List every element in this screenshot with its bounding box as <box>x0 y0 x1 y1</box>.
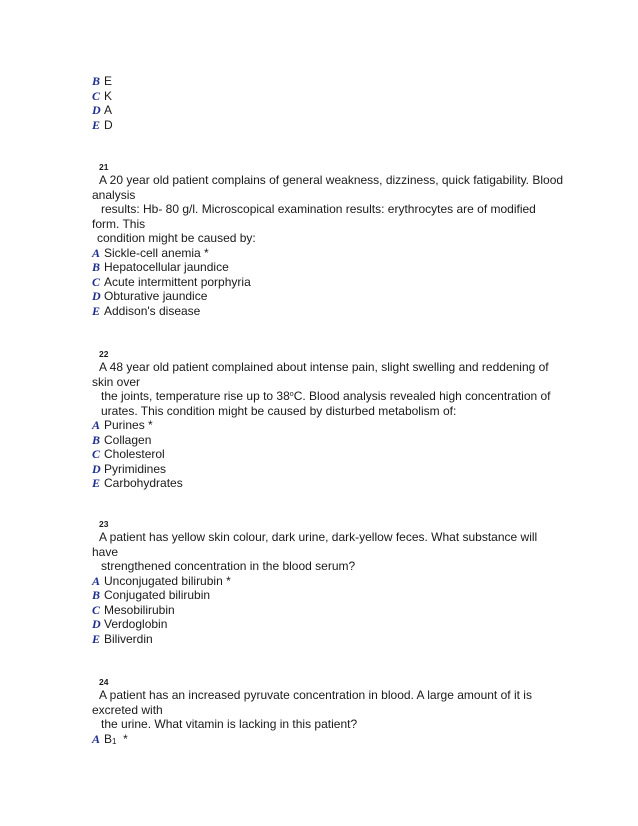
question-number: 23 <box>99 519 109 529</box>
question-text: A 48 year old patient complained about intense pain, slight swelling and reddening of <box>99 360 549 374</box>
option-text: K <box>104 88 113 103</box>
question-text: analysis <box>92 187 136 202</box>
option-letter: A <box>92 245 101 260</box>
option-letter: E <box>92 631 101 646</box>
option-text: Sickle-cell anemia * <box>104 245 209 260</box>
option-letter: D <box>92 103 101 117</box>
option-b <box>92 588 562 603</box>
question-23 <box>92 518 562 646</box>
option-a <box>92 574 562 589</box>
option-letter: D <box>92 289 101 303</box>
option-text: Pyrimidines <box>104 461 167 476</box>
option-letter: D <box>92 461 101 476</box>
option-text: Acute intermittent porphyria <box>104 274 251 289</box>
option-text: Hepatocellular jaundice <box>104 260 229 274</box>
option-letter: D <box>92 617 101 631</box>
question-text <box>92 389 562 404</box>
question-number: 22 <box>99 349 109 359</box>
correct-mark: * <box>123 731 128 746</box>
question-number: 21 <box>99 162 109 172</box>
question-24 <box>92 676 562 749</box>
question-number: 24 <box>99 677 109 687</box>
option-b <box>92 260 562 275</box>
option-letter: E <box>92 117 101 132</box>
question-text: A 20 year old patient complains of general weakness, dizziness, quick fatigability. Blood <box>99 173 564 187</box>
option-c <box>92 603 562 618</box>
option-a <box>92 246 562 261</box>
option-letter: C <box>92 602 101 617</box>
option-text: B <box>104 731 113 746</box>
option-text: Addison's disease <box>104 303 201 318</box>
question-text: A patient has an increased pyruvate concentration in blood. A large amount of it is <box>99 688 532 702</box>
question-text: results: Hb- 80 g/l. Microscopical examination results: erythrocytes are of modified <box>101 202 536 216</box>
option-text: Verdoglobin <box>104 617 168 631</box>
degree-superscript: o <box>289 391 294 398</box>
question-text: excreted with <box>92 702 163 717</box>
option-e <box>92 304 562 319</box>
option-d <box>92 617 562 632</box>
question-22 <box>92 348 562 491</box>
option-letter: B <box>92 74 101 88</box>
option-c <box>92 447 562 462</box>
option-e <box>92 632 562 647</box>
option-letter: A <box>92 573 101 588</box>
question-text: form. This <box>92 216 146 231</box>
question-text: the urine. What vitamin is lacking in this patient? <box>101 717 358 731</box>
option-b <box>92 74 562 89</box>
question-text: urates. This condition might be caused by disturbed metabolism of: <box>101 403 457 418</box>
question-21 <box>92 161 562 318</box>
option-text: E <box>104 74 113 88</box>
option-letter: A <box>92 418 101 432</box>
option-letter: B <box>92 588 101 602</box>
option-a <box>92 418 562 433</box>
option-d <box>92 103 562 118</box>
option-text: A <box>104 103 113 117</box>
option-text: D <box>104 117 113 132</box>
option-e <box>92 476 562 491</box>
option-text: Biliverdin <box>104 631 153 646</box>
option-text: Obturative jaundice <box>104 289 208 303</box>
option-text: Purines * <box>104 418 153 432</box>
option-c <box>92 275 562 290</box>
question-text: strengthened concentration in the blood serum? <box>101 559 356 573</box>
option-d <box>92 289 562 304</box>
option-letter: B <box>92 432 101 447</box>
option-text: Conjugated bilirubin <box>104 588 211 602</box>
option-letter: E <box>92 476 101 490</box>
option-d <box>92 462 562 477</box>
option-text: Mesobilirubin <box>104 602 175 617</box>
question-text: have <box>92 544 119 559</box>
option-c <box>92 89 562 104</box>
option-a <box>92 732 562 750</box>
option-letter: C <box>92 274 101 289</box>
option-letter: A <box>92 731 101 746</box>
option-text: Carbohydrates <box>104 476 183 490</box>
option-text: Collagen <box>104 432 152 447</box>
option-b <box>92 433 562 448</box>
option-subscript: 1 <box>112 736 117 746</box>
question-text: A patient has yellow skin colour, dark urine, dark-yellow feces. What substance will <box>99 530 538 544</box>
previous-options <box>92 74 562 132</box>
option-e <box>92 118 562 133</box>
option-text: Cholesterol <box>104 447 165 461</box>
option-letter: E <box>92 303 101 318</box>
text-part: C. Blood analysis revealed high concentration of <box>293 389 551 403</box>
question-text: condition might be caused by: <box>97 231 256 245</box>
text-part: the joints, temperature rise up to 38 <box>101 389 290 403</box>
option-letter: B <box>92 260 101 274</box>
option-letter: C <box>92 447 101 461</box>
question-text: skin over <box>92 374 141 389</box>
option-letter: C <box>92 88 101 103</box>
option-text: Unconjugated bilirubin * <box>104 573 231 588</box>
